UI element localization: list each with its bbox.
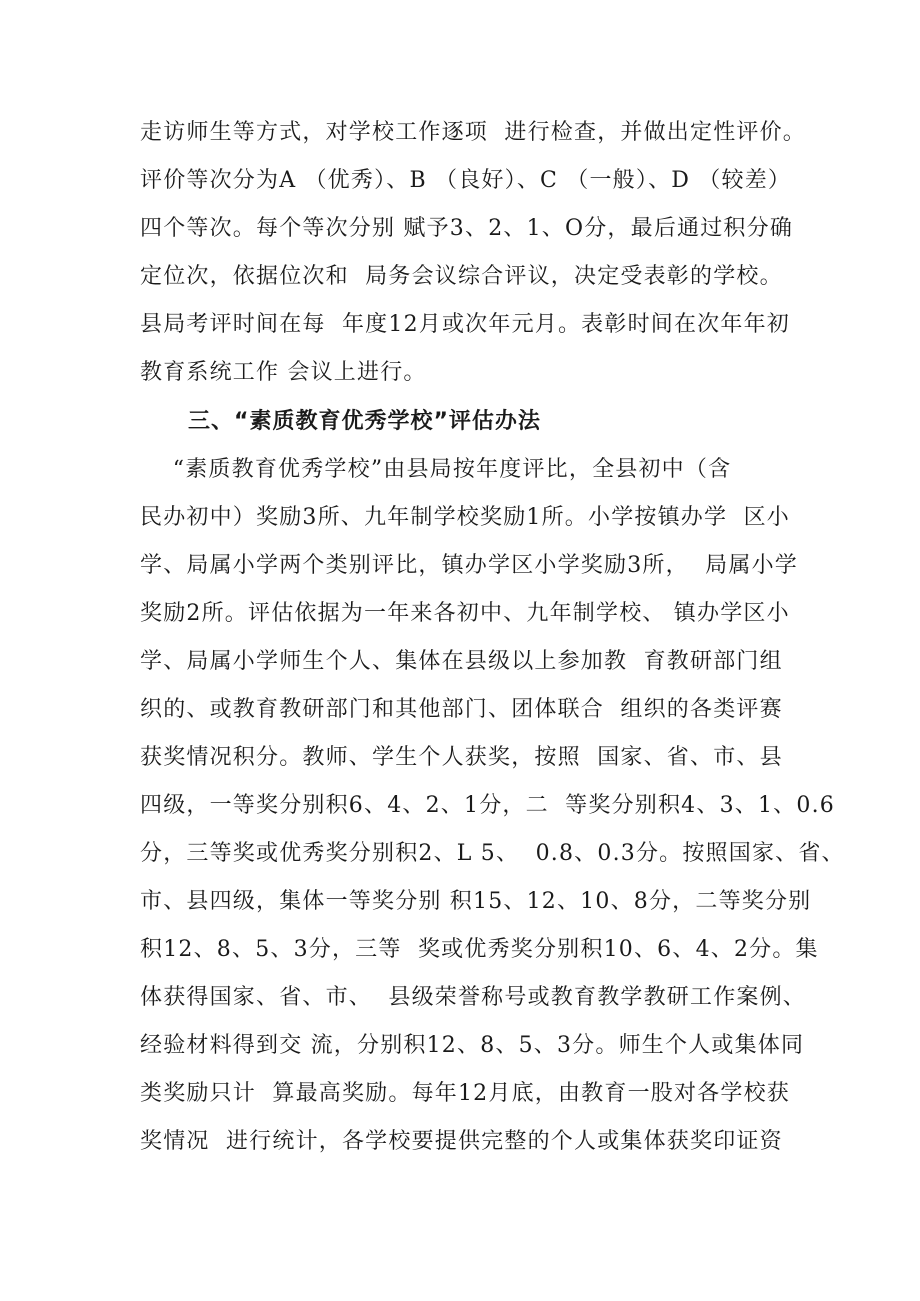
paragraph-2-line-1: “素质教育优秀学校”由县局按年度评比，全县初中（含	[140, 457, 732, 482]
paragraph-2-line-12: 体获得国家、省、市、 县级荣誉称号或教育教学教研工作案例、	[140, 985, 806, 1010]
paragraph-2-line-14: 类奖励只计 算最高奖励。每年12月底，由教育一股对各学校获	[140, 1081, 790, 1106]
paragraph-2-line-11: 积12、8、5、3分，三等 奖或优秀奖分别积10、6、4、2分。集	[140, 937, 819, 962]
paragraph-2-line-2: 民办初中）奖励3所、九年制学校奖励1所。小学按镇办学 区小	[140, 505, 790, 530]
paragraph-2-line-9: 分，三等奖或优秀奖分别积2、L 5、 0.8、0.3分。按照国家、省、	[140, 841, 845, 866]
paragraph-1-line-5: 县局考评时间在每 年度12月或次年元月。表彰时间在次年年初	[140, 312, 790, 337]
paragraph-2-line-13: 经验材料得到交 流，分别积12、8、5、3分。师生个人或集体同	[140, 1033, 805, 1058]
paragraph-1-line-4: 定位次，依据位次和 局务会议综合评议，决定受表彰的学校。	[140, 264, 783, 289]
paragraph-2-line-10: 市、县四级，集体一等奖分别 积15、12、10、8分，二等奖分别	[140, 889, 812, 914]
paragraph-2-line-7: 获奖情况积分。教师、学生个人获奖，按照 国家、省、市、县	[140, 745, 783, 770]
paragraph-2-line-6: 织的、或教育教研部门和其他部门、团体联合 组织的各类评赛	[140, 697, 783, 722]
section-heading: 三、“素质教育优秀学校”评估办法	[188, 409, 541, 434]
paragraph-1-line-3: 四个等次。每个等次分别 赋予3、2、1、O分，最后通过积分确	[140, 216, 794, 241]
paragraph-1-line-2: 评价等次分为A （优秀）、B （良好）、C （一般）、D （较差）	[140, 168, 792, 193]
paragraph-2-line-3: 学、局属小学两个类别评比，镇办学区小学奖励3所， 局属小学	[140, 553, 798, 578]
paragraph-2-line-15: 奖情况 进行统计，各学校要提供完整的个人或集体获奖印证资	[140, 1129, 783, 1154]
paragraph-1-line-1: 走访师生等方式，对学校工作逐项 进行检查，并做出定性评价。	[140, 120, 806, 145]
paragraph-2-line-5: 学、局属小学师生个人、集体在县级以上参加教 育教研部门组	[140, 649, 783, 674]
paragraph-2-line-8: 四级，一等奖分别积6、4、2、1分，二 等奖分别积4、3、1、0.6	[140, 793, 835, 818]
paragraph-2-line-4: 奖励2所。评估依据为一年来各初中、九年制学校、 镇办学区小	[140, 601, 790, 626]
paragraph-1-line-6: 教育系统工作 会议上进行。	[140, 360, 427, 385]
